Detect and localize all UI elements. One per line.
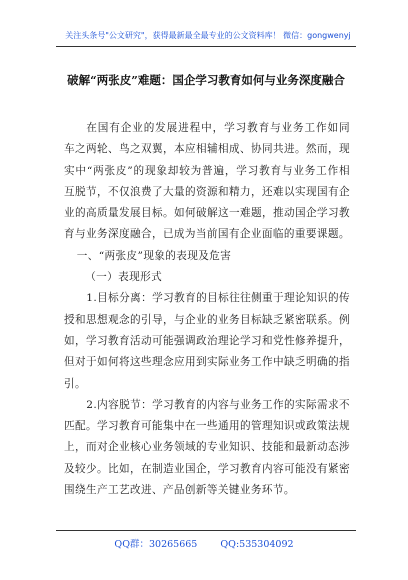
point-content-disconnect: 2.内容脱节：学习教育的内容与业务工作的实际需求不匹配。学习教育可能集中在一些通用的管理知识或政策法规上，而对企业核心业务领域的专业知识、技能和最新动态涉及较少。比如，在制造业国企，学习教育内容可能没有紧密围绕生产工艺改进、产品创新等关键业务环节。 xyxy=(64,398,351,497)
header-banner: 关注头条号"公文研究"，获得最新最全最专业的公文资料库！ 微信：gongwenyj xyxy=(65,31,351,40)
footer xyxy=(0,536,408,550)
footer-qq-group: QQ群：30265665 xyxy=(114,539,198,550)
document-body xyxy=(64,118,350,501)
section-heading: 一、“两张皮”现象的表现及危害 xyxy=(76,249,232,262)
point-target-separation: 1.目标分离：学习教育的目标往往侧重于理论知识的传授和思想观念的引导，与企业的业务目标缺乏紧密联系。例如，学习教育活动可能强调政治理论学习和党性修养提升，但对于如何将这些理念应用到实际业务工作中缺乏明确的指引。 xyxy=(64,292,351,390)
footer-rule xyxy=(56,530,356,531)
intro-paragraph: 在国有企业的发展进程中，学习教育与业务工作如同车之两轮、鸟之双翼，本应相辅相成、协同共进。然而，现实中“两张皮”的现象却较为普遍，学习教育与业务工作相互脱节，不仅浪费了大量的资源和精力，还难以实现国有企业的高质量发展目标。如何破解这一难题，推动国企学习教育与业务深度融合，已成为当前国有企业面临的重要课题。 xyxy=(64,122,350,241)
subsection-heading: （一）表现形式 xyxy=(85,271,163,284)
document-title: 破解“两张皮”难题：国企学习教育如何与业务深度融合 xyxy=(67,73,345,87)
header-rule xyxy=(56,46,356,47)
footer-qq: QQ:535304092 xyxy=(220,539,294,550)
